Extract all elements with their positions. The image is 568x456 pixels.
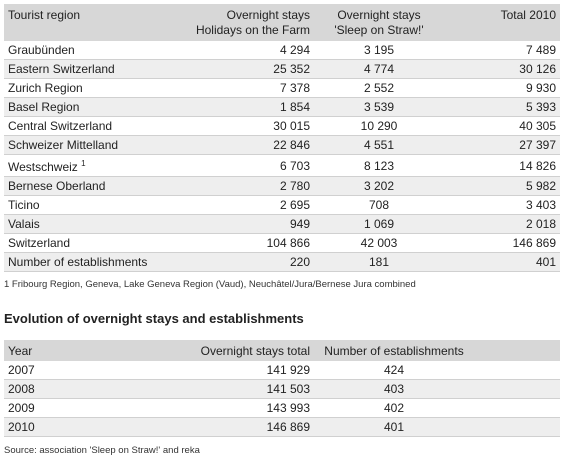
spacer-cell	[474, 361, 560, 380]
regions-table	[4, 4, 560, 272]
spacer-cell	[474, 380, 560, 399]
source-note: Source: association 'Sleep on Straw!' and reka	[4, 445, 200, 456]
straw-stays-cell: 181	[314, 253, 444, 272]
table-row	[4, 117, 560, 136]
total-cell: 30 126	[444, 60, 560, 79]
total-cell: 7 489	[444, 41, 560, 60]
total-cell: 146 869	[444, 234, 560, 253]
establishments-cell: 402	[314, 399, 474, 418]
table-row	[4, 60, 560, 79]
regions-table-body	[4, 41, 560, 272]
total-cell: 40 305	[444, 117, 560, 136]
spacer-cell	[474, 418, 560, 437]
region-cell: Zurich Region	[4, 79, 174, 98]
table-row	[4, 253, 560, 272]
straw-stays-cell: 8 123	[314, 155, 444, 177]
straw-stays-cell: 1 069	[314, 215, 444, 234]
establishments-cell: 403	[314, 380, 474, 399]
region-cell: Schweizer Mittelland	[4, 136, 174, 155]
year-cell: 2009	[4, 399, 124, 418]
year-cell: 2007	[4, 361, 124, 380]
region-cell: Eastern Switzerland	[4, 60, 174, 79]
total-cell: 27 397	[444, 136, 560, 155]
region-cell: Ticino	[4, 196, 174, 215]
overnight-stays-cell: 146 869	[124, 418, 314, 437]
regions-header-row	[4, 4, 560, 41]
farm-stays-cell: 2 695	[174, 196, 314, 215]
farm-stays-cell: 220	[174, 253, 314, 272]
straw-stays-cell: 10 290	[314, 117, 444, 136]
total-cell: 3 403	[444, 196, 560, 215]
farm-stays-cell: 30 015	[174, 117, 314, 136]
header-sleep-on-straw: Overnight stays 'Sleep on Straw!'	[314, 4, 444, 41]
footnote: 1 Fribourg Region, Geneva, Lake Geneva Region (Vaud), Neuchâtel/Jura/Bernese Jura combined	[4, 279, 416, 290]
region-cell: Westschweiz $^1$	[4, 155, 174, 177]
document	[4, 4, 560, 456]
header-total-2010: Total 2010	[444, 4, 560, 41]
table-row	[4, 196, 560, 215]
straw-stays-cell: 708	[314, 196, 444, 215]
evolution-table-body	[4, 361, 560, 437]
region-cell: Graubünden	[4, 41, 174, 60]
header-overnight-stays-total: Overnight stays total	[124, 340, 314, 361]
straw-stays-cell: 3 202	[314, 177, 444, 196]
overnight-stays-cell: 143 993	[124, 399, 314, 418]
region-cell: Valais	[4, 215, 174, 234]
farm-stays-cell: 6 703	[174, 155, 314, 177]
farm-stays-cell: 2 780	[174, 177, 314, 196]
straw-stays-cell: 4 551	[314, 136, 444, 155]
overnight-stays-cell: 141 929	[124, 361, 314, 380]
section-title: Evolution of overnight stays and establishments	[4, 311, 304, 326]
header-holidays-on-farm: Overnight stays Holidays on the Farm	[174, 4, 314, 41]
header-number-of-establishments: Number of establishments	[314, 340, 474, 361]
region-cell: Switzerland	[4, 234, 174, 253]
header-spacer	[474, 340, 560, 361]
header-year: Year	[4, 340, 124, 361]
table-row	[4, 361, 560, 380]
farm-stays-cell: 1 854	[174, 98, 314, 117]
footnote-marker: 1	[81, 159, 86, 168]
table-row	[4, 234, 560, 253]
region-cell: Bernese Oberland	[4, 177, 174, 196]
total-cell: 2 018	[444, 215, 560, 234]
table-row	[4, 79, 560, 98]
farm-stays-cell: 7 378	[174, 79, 314, 98]
table-row	[4, 418, 560, 437]
table-row	[4, 136, 560, 155]
farm-stays-cell: 104 866	[174, 234, 314, 253]
region-cell: Central Switzerland	[4, 117, 174, 136]
straw-stays-cell: 4 774	[314, 60, 444, 79]
table-row	[4, 399, 560, 418]
total-cell: 9 930	[444, 79, 560, 98]
establishments-cell: 401	[314, 418, 474, 437]
header-tourist-region: Tourist region	[4, 4, 174, 41]
farm-stays-cell: 25 352	[174, 60, 314, 79]
evolution-table	[4, 340, 560, 437]
evolution-header-row	[4, 340, 560, 361]
straw-stays-cell: 3 539	[314, 98, 444, 117]
total-cell: 5 982	[444, 177, 560, 196]
establishments-cell: 424	[314, 361, 474, 380]
straw-stays-cell: 2 552	[314, 79, 444, 98]
straw-stays-cell: 3 195	[314, 41, 444, 60]
year-cell: 2008	[4, 380, 124, 399]
table-row	[4, 155, 560, 177]
farm-stays-cell: 4 294	[174, 41, 314, 60]
total-cell: 14 826	[444, 155, 560, 177]
farm-stays-cell: 22 846	[174, 136, 314, 155]
straw-stays-cell: 42 003	[314, 234, 444, 253]
total-cell: 5 393	[444, 98, 560, 117]
table-row	[4, 380, 560, 399]
total-cell: 401	[444, 253, 560, 272]
table-row	[4, 98, 560, 117]
farm-stays-cell: 949	[174, 215, 314, 234]
table-row	[4, 215, 560, 234]
table-row	[4, 177, 560, 196]
region-cell: Number of establishments	[4, 253, 174, 272]
table-row	[4, 41, 560, 60]
spacer-cell	[474, 399, 560, 418]
overnight-stays-cell: 141 503	[124, 380, 314, 399]
year-cell: 2010	[4, 418, 124, 437]
region-cell: Basel Region	[4, 98, 174, 117]
